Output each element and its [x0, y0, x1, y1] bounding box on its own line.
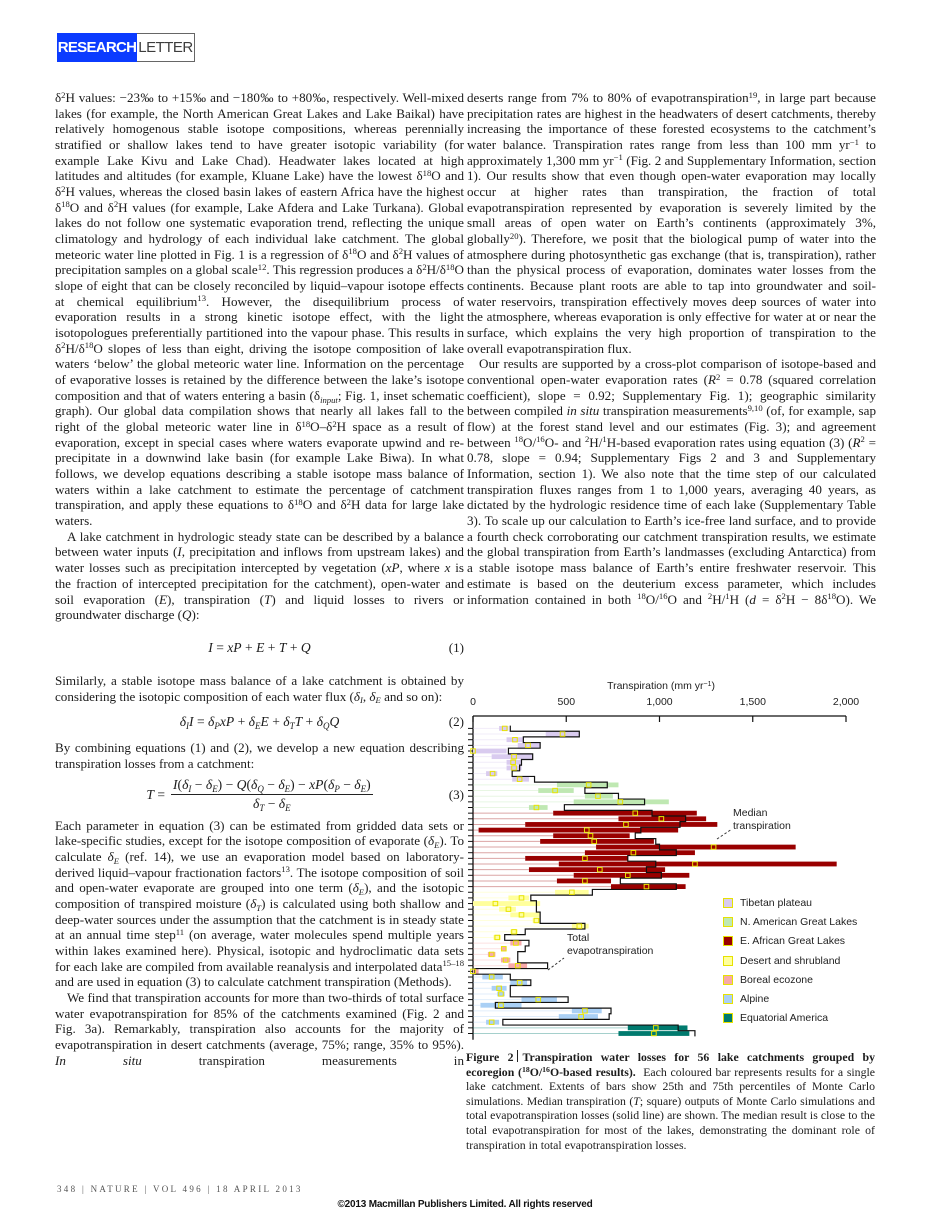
right-column [467, 90, 876, 607]
equation-1 [55, 623, 464, 673]
legend-label: Tibetan plateau [740, 896, 812, 909]
lake-bar [510, 912, 540, 917]
lake-bar [492, 986, 507, 991]
equation-2 [55, 704, 464, 740]
lake-bar [574, 873, 690, 878]
equation-number: (2) [448, 714, 464, 730]
lake-bar [585, 850, 695, 855]
equation-lhs: T = [146, 786, 165, 802]
equation-number: (1) [448, 640, 464, 656]
legend-item-na-great-lakes [723, 912, 857, 931]
caption-text: Each coloured bar represents results for a single lake catchment. Extents of bars show 25th and 75th percentiles of Monte Carlo simulations. Median transpiration (T; square) outputs of Monte Carlo simulations and total evapotranspiration losses (solid line) are shown. The median result is close to the total evapotranspiration for most of the lakes, demonstrating the dominant role of transpiration in total evapotranspiration losses. [466, 1064, 875, 1152]
annotation-line: transpiration [733, 820, 791, 832]
legend-item-boreal [723, 970, 857, 989]
caption-title: Transpiration water losses for 56 lake catchments grouped by ecoregion ($^{18}$O/$^{16}$O-based results). [466, 1050, 875, 1079]
lake-bar [596, 845, 796, 850]
lake-bar [574, 799, 669, 804]
legend-item-equatorial-america [723, 1009, 857, 1028]
body-paragraph: Similarly, a stable isotope mass balance of a lake catchment is obtained by considering the isotopic composition of each water flux ($\delta_I$, $\delta_E$ and so on): [55, 672, 464, 706]
caption-separator [517, 1050, 518, 1062]
legend-label: Boreal ecozone [740, 973, 813, 986]
body-paragraph: We find that transpiration accounts for more than two-thirds of total surface water evapotranspiration for 85% of the catchments examined (Fig. 2 and Fig. 3a). Remarkably, transpiration also accounts for the majority of evapotranspiration in desert catchments (average, 75%; range, 35% to 95%). In situ transpiration measurements in [55, 989, 464, 1068]
body-paragraph: Our results are supported by a cross-plot comparison of isotope-based and conventional open-water evaporation rates ($R^2 = 0.78$ (squared correlation coefficient), slope = 0.92; Supplementary Fig. 1); geographic similarity between compiled in situ transpiration measurements$^{9,10}$ (of, for example, sap flow) at the forest stand level and our estimates (Fig. 3); and agreement between $^{18}$O/$^{16}$O- and $^2$H/$^1$H-based evaporation rates using equation (3) ($R^2 = 0.78$, slope = 0.94; Supplementary Figs 2 and 3 and Supplementary Information, section 1). We also note that the time step of our calculated transpiration fluxes ranges from 1 to 1,000 years, averaging 40 years, as dictated by the hydrologic residence time of each lake (Supplementary Table 3). To scale up our calculation to Earth’s ice-free land surface, and to provide a fourth check corroborating our catchment transpiration results, we estimate the global transpiration from Earth’s landmasses (excluding Antarctica) from a stable isotope mass balance of Earth’s entire freshwater reservoir. This estimate is based on the deuterium excess parameter, which includes information contained in both $^{18}$O/$^{16}$O and $^2$H/$^1$H $(d = \delta^2H - 8\delta^{18}O)$. We [467, 356, 877, 607]
lake-bar [618, 1031, 689, 1036]
x-tick-label: 2,000 [832, 696, 860, 708]
legend-swatch-icon [723, 975, 733, 985]
section-label-research: RESEARCH [57, 33, 137, 62]
legend-swatch-icon [723, 1013, 733, 1023]
lake-bar [555, 890, 589, 895]
lake-bar [473, 749, 507, 754]
x-tick-label: 1,500 [739, 696, 766, 708]
fraction-numerator: $I(\delta_I - \delta_E) - Q(\delta_Q - \delta_E) - xP(\delta_P - \delta_E)$ [173, 777, 371, 794]
legend-label: E. African Great Lakes [740, 935, 846, 948]
legend-label: N. American Great Lakes [740, 915, 858, 928]
caption-label: Figure 2 [466, 1050, 514, 1064]
lake-bar [618, 816, 706, 821]
et-leader-line [548, 958, 564, 970]
lake-bar [486, 1020, 499, 1025]
legend-swatch-icon [723, 898, 733, 908]
lake-bar [486, 771, 497, 776]
body-paragraph: Each parameter in equation (3) can be estimated from gridded data sets or lake-specific studies, except for the isotope composition of evaporate $(\delta_E)$. To calculate $\delta_E$ (ref. 14), we use an evaporation model based on laboratory-derived liquid–vapour fractionation factors$^{13}$. The isotope composition of soil and open-water evaporate are grouped into one term $(\delta_E)$, and the isotopic composition of transpired moisture $(\delta_T)$ is calculated using both shallow and deep-water sources under the assumption that the catchment is in steady state at an annual time step$^{11}$ (on average, water molecules spend multiple years within lakes examined here). Physical, isotopic and hydroclimatic data sets for each lake are compiled from available reanalysis and interpolated data$^{15-18}$ and are used in equation (3) to calculate catchment transpiration (Methods). [55, 817, 465, 990]
x-tick-label: 1,000 [646, 696, 673, 708]
legend-label: Alpine [740, 993, 770, 1006]
legend-swatch-icon [723, 994, 733, 1004]
x-axis-title: Transpiration (mm $yr^{-1}$) [607, 680, 715, 692]
lake-bar [518, 743, 540, 748]
median-transpiration-annotation [733, 807, 791, 833]
lake-bar [572, 924, 589, 929]
total-evapotranspiration-annotation [567, 932, 653, 958]
lake-bar [546, 732, 580, 737]
legend-item-ea-great-lakes [723, 932, 857, 951]
lake-bar [480, 1003, 521, 1008]
legend-label: Equatorial America [740, 1012, 829, 1025]
median-leader-line [717, 829, 732, 839]
lake-bar [525, 822, 717, 827]
lake-bar [538, 788, 573, 793]
left-column [55, 90, 464, 1068]
body-paragraph: By combining equations (1) and (2), we develop a new equation describing transpiration losses from a catchment: [55, 740, 464, 771]
lake-bar [510, 980, 527, 985]
lake-bar [557, 783, 619, 788]
lake-bar [553, 811, 697, 816]
legend-swatch-icon [723, 936, 733, 946]
copyright-notice: ©2013 Macmillan Publishers Limited. All rights reserved [337, 1199, 593, 1210]
annotation-line: Total [567, 932, 590, 944]
body-paragraph: $\delta^2H$ values: −23‰ to +15‰ and −180‰ to +80‰, respectively. Well-mixed lakes (for example, the North American Great Lakes and Lake Baikal) have relatively homogenous stable isotope compositions, whereas perennially stratified or shallow lakes tend to have greater isotopic variability (for example Lake Kivu and Lake Chad). Headwater lakes located at high latitudes and altitudes (for example, Kluane Lake) have the lowest $\delta^{18}O$ and $\delta^2H$ values, whereas the closed basin lakes of eastern Africa have the highest $\delta^{18}O$ and $\delta^2H$ values (for example, Lake Afdera and Lake Turkana). Global lakes do not follow one systematic evaporation trend, reflecting the unique climatology and hydrology of each individual lake catchment. The global meteoric water line plotted in Fig. 1 is a regression of $\delta^{18}O$ and $\delta^2H$ values of precipitation samples on a global scale$^{12}$. This regression produces a $\delta^2H/\delta^{18}O$ slope of eight that can be closely reconciled by liquid–vapour isotope effects at chemical equilibrium$^{13}$. However, the disequilibrium process of evaporation results in a strong kinetic isotope effect, with the light isotopologues preferentially partitioned into the vapour phase. This results in $\delta^2H/\delta^{18}O$ slopes of less than eight, driving the isotope composition of lake waters ‘below’ the global meteoric water line. Information on the percentage of evaporative losses is retained by the difference between the lake’s isotope composition and that of waters entering a basin ($\delta_{input}$; Fig. 1, inset schematic graph). Our global data compilation shows that nearly all lakes fall to the right of the global meteoric water line in $\delta^{18}O-\delta^2H$ space as a result of evaporation, except in special cases where waters evaporate upwind and re-precipitate in a downwind lake basin (for example Lake Biwa). In what follows, we develop equations describing a stable isotope mass balance of waters within a lake catchment to estimate the percentage of catchment transpiration, and apply these equations to $\delta^{18}O$ and $\delta^2H$ data for large lake waters. [55, 89, 465, 529]
legend-item-tibetan-plateau [723, 893, 857, 912]
lake-bar [482, 975, 503, 980]
page-footer-citation: 348 | NATURE | VOL 496 | 18 APRIL 2013 [57, 1184, 303, 1194]
lake-bar [499, 907, 516, 912]
legend-swatch-icon [723, 956, 733, 966]
x-tick-label: 500 [557, 696, 576, 708]
lake-bar [508, 963, 527, 968]
annotation-line: Median [733, 807, 768, 819]
lake-bar [473, 901, 540, 906]
lake-bar [507, 760, 522, 765]
body-paragraph: A lake catchment in hydrologic steady state can be described by a balance between water inputs (I, precipitation and inflows from upstream lakes) and water losses such as precipitation intercepted by vegetation (xP, where x is the fraction of intercepted precipitation for the catchment), open-water and soil evaporation (E), transpiration (T) and liquid losses to rivers or groundwater discharge (Q): [55, 528, 464, 623]
fraction-denominator: $\delta_T - \delta_E$ [253, 796, 291, 813]
legend-swatch-icon [723, 917, 733, 927]
equation-3 [55, 772, 464, 818]
legend-label: Desert and shrubland [740, 954, 841, 967]
legend-item-alpine [723, 989, 857, 1008]
figure-caption [466, 1050, 875, 1152]
equation-fraction [171, 777, 373, 812]
lake-bar [512, 777, 529, 782]
lake-bar [507, 737, 524, 742]
legend-item-desert [723, 951, 857, 970]
x-tick-label: 0 [470, 696, 476, 708]
equation-number: (3) [448, 786, 464, 802]
lake-bar [585, 794, 613, 799]
lake-bar [501, 958, 510, 963]
lake-bar [510, 941, 521, 946]
article-type-label: LETTER [137, 33, 195, 62]
lake-bar [553, 833, 629, 838]
equation-expression: $\delta_II = \delta_PxP + \delta_EE + \delta_TT + \delta_QQ$ [179, 714, 340, 732]
lake-bar [521, 997, 556, 1002]
lake-bar [525, 856, 628, 861]
figure-2-chart [466, 676, 876, 1048]
lake-bar [557, 879, 611, 884]
equation-expression: I = xP + E + T + Q [208, 640, 311, 655]
chart-legend [723, 893, 857, 1028]
lake-bar [479, 828, 679, 833]
body-paragraph: deserts range from 7% to 80% of evapotranspiration$^{19}$, in large part because precipitation rates are highest in the headwaters of desert catchments, thereby increasing the importance of these forested ecosystems to the catchment’s water balance. Transpiration rates range from less than 100 mm $yr^{-1}$ to approximately 1,300 mm $yr^{-1}$ (Fig. 2 and Supplementary Information, section 1). Our results show that even though open-water evaporation may locally occur at higher rates than transpiration, the fraction of total evapotranspiration represented by evaporation is severely limited by the small areas of open water on Earth’s continents (approximately 3%, globally$^{20}$). Therefore, we posit that the biological pump of water into the atmosphere during photosynthetic gas exchange (that is, transpiration), rather than the physical process of evaporation, dominates water losses from the continents. Because plant roots are able to tap into groundwater and soil-water reservoirs, transpiration effectively moves deep sources of water into the atmosphere, whereas evaporation is only effective for water at or near the surface, which explains the very high proportion of transpiration to the overall evapotranspiration flux. [467, 89, 876, 356]
annotation-line: evapotranspiration [567, 945, 654, 957]
